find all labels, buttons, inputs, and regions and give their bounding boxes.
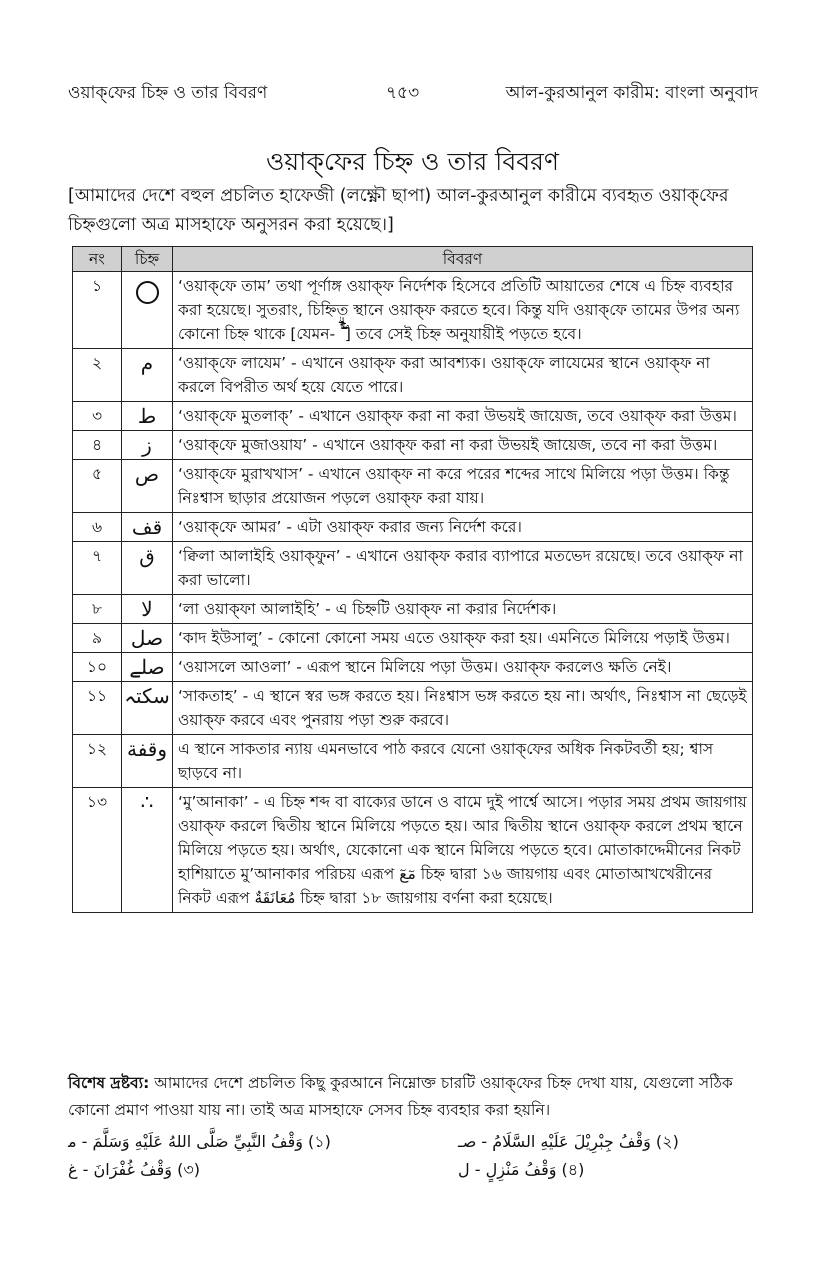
row-number: ৫ <box>73 460 122 513</box>
table-row <box>73 431 753 460</box>
unused-marks-list <box>68 1125 758 1185</box>
table-row <box>73 788 753 913</box>
row-number: ১০ <box>73 653 122 682</box>
special-note <box>68 1070 758 1124</box>
table-row <box>73 735 753 788</box>
table-row <box>73 402 753 431</box>
row-description: ‘সাকতাহ’ - এ স্থানে স্বর ভঙ্গ করতে হয়। নিঃশ্বাস ভঙ্গ করতে হয় না। অর্থাৎ, নিঃশ্বাস না ছেড়েই ওয়াক্‌ফ করবে এবং পুনরায় পড়া শুরু করবে। <box>173 682 753 735</box>
row-number: ৯ <box>73 624 122 653</box>
row-number: ৮ <box>73 595 122 624</box>
unused-mark-1: (১) وَقْفُ النَّبِيِّ صَلَّى اللهُ عَلَيْهِ وَسَلَّمَ - ﻣ <box>68 1132 331 1151</box>
row-description: ‘লা ওয়াক্‌ফা আলাইহি’ - এ চিহ্নটি ওয়াক্‌ফ না করার নির্দেশক। <box>173 595 753 624</box>
row-mark: ق <box>122 542 173 595</box>
unused-mark-3: (৩) وَقْفُ غُفْرَانَ - غ <box>68 1160 200 1179</box>
row-number: ১২ <box>73 735 122 788</box>
row-mark: صلے <box>122 653 173 682</box>
header-number: নং <box>73 247 122 272</box>
table-header-row <box>73 247 753 272</box>
row-number: ৭ <box>73 542 122 595</box>
row-number: ১ <box>73 272 122 349</box>
row-description: ‘ওয়াক্‌ফে মুজাওয়ায’ - এখানে ওয়াক্‌ফ করা না করা উভয়ই জায়েজ, তবে না করা উত্তম। <box>173 431 753 460</box>
row-number: ১৩ <box>73 788 122 913</box>
row-description: ‘ওয়াক্‌ফে তাম’ তথা পূর্ণাঙ্গ ওয়াক্‌ফ নির্দেশক হিসেবে প্রতিটি আয়াতের শেষে এ চিহ্ন ব্যবহার করা হয়েছে। সুতরাং, চিহ্নিত স্থানে ওয়াক্‌ফ করতে হবে। কিন্তু যদি ওয়াক্‌ফে তামের উপর অন্য কোনো চিহ্ন থাকে [যেমন- ] তবে সেই চিহ্ন অনুযায়ীই পড়তে হবে। <box>173 272 753 349</box>
row-mark: وقفة <box>122 735 173 788</box>
table-row <box>73 460 753 513</box>
row-mark: م <box>122 349 173 402</box>
row-description: ‘ওয়াক্‌ফে মুরাখখাস’ - এখানে ওয়াক্‌ফ না করে পরের শব্দের সাথে মিলিয়ে পড়া উত্তম। কিন্তু নিঃশ্বাস ছাড়ার প্রয়োজন পড়লে ওয়াক্‌ফ করা যায়। <box>173 460 753 513</box>
table-row <box>73 595 753 624</box>
unused-mark-2: (২) وَقْفُ جِبْرِيْلَ عَلَيْهِ السَّلَامُ - صـ <box>458 1132 679 1151</box>
page-number: ৭৫৩ <box>386 83 420 103</box>
row-number: ৬ <box>73 513 122 542</box>
table-row <box>73 272 753 349</box>
note-label: বিশেষ দ্রষ্টব্য: <box>68 1074 150 1092</box>
row-mark: ط <box>122 402 173 431</box>
row-mark: ص <box>122 460 173 513</box>
row-mark: ز <box>122 431 173 460</box>
row-mark: قف <box>122 513 173 542</box>
row-number: ৩ <box>73 402 122 431</box>
table-row <box>73 624 753 653</box>
row-description: ‘কাদ ইউসালু’ - কোনো কোনো সময় এতে ওয়াক্‌ফ করা হয়। এমনিতে মিলিয়ে পড়াই উত্তম। <box>173 624 753 653</box>
row-description: ‘মু’আনাকা’ - এ চিহ্ন শব্দ বা বাক্যের ডানে ও বামে দুই পার্শ্বে আসে। পড়ার সময় প্রথম জায়গায় ওয়াক্‌ফ করলে দ্বিতীয় স্থানে মিলিয়ে পড়তে হয়। আর দ্বিতীয় স্থানে ওয়াক্‌ফ করলে প্রথম স্থানে মিলিয়ে পড়তে হয়। অর্থাৎ, যেকোনো এক স্থানে মিলিয়ে পড়তে হবে। মোতাকাদ্দেমীনের নিকট হাশিয়াতে মু’আনাকার পরিচয় এরূপ مٓعٓ চিহ্ন দ্বারা ১৬ জায়গায় এবং মোতাআখখেরীনের নিকট এরূপ مُعَانَقَةٌ চিহ্ন দ্বারা ১৮ জায়গায় বর্ণনা করা হয়েছে। <box>173 788 753 913</box>
table-row <box>73 542 753 595</box>
row-mark: صل <box>122 624 173 653</box>
row-description: ‘ওয়াক্‌ফে লাযেম’ - এখানে ওয়াক্‌ফ করা আবশ্যক। ওয়াক্‌ফে লাযেমের স্থানে ওয়াক্‌ফ না করলে বিপরীত অর্থ হয়ে যেতে পারে। <box>173 349 753 402</box>
header-sign: চিহ্ন <box>122 247 173 272</box>
table-row <box>73 682 753 735</box>
row-number: ১১ <box>73 682 122 735</box>
row-description: ‘ক্বিলা আলাইহি ওয়াক্‌ফুন’ - এখানে ওয়াক্‌ফ করার ব্যাপারে মতভেদ রয়েছে। তবে ওয়াক্‌ফ না করা ভালো। <box>173 542 753 595</box>
page-header <box>68 80 758 110</box>
note-text: আমাদের দেশে প্রচলিত কিছু কুরআনে নিম্নোক্ত চারটি ওয়াক্‌ফের চিহ্ন দেখা যায়, যেগুলো সঠিক কোনো প্রমাণ পাওয়া যায় না। তাই অত্র মাসহাফে সেসব চিহ্ন ব্যবহার করা হয়নি। <box>68 1074 733 1119</box>
row-mark: سكتہ <box>122 682 173 735</box>
header-right-title: আল-কুরআনুল কারীম: বাংলা অনুবাদ <box>505 83 758 103</box>
row-description: ‘ওয়াক্‌ফে মুতলাক্‌’ - এখানে ওয়াক্‌ফ করা না করা উভয়ই জায়েজ, তবে ওয়াক্‌ফ করা উত্তম। <box>173 402 753 431</box>
row-number: ২ <box>73 349 122 402</box>
header-left-title: ওয়াক্‌ফের চিহ্ন ও তার বিবরণ <box>68 83 268 103</box>
intro-paragraph: [আমাদের দেশে বহুল প্রচলিত হাফেজী (লক্ষ্ণৌ ছাপা) আল-কুরআনুল কারীমে ব্যবহৃত ওয়াক্‌ফের চিহ্নগুলো অত্র মাসহাফে অনুসরন করা হয়েছে।] <box>68 186 729 235</box>
row-description: এ স্থানে সাকতার ন্যায় এমনভাবে পাঠ করবে যেনো ওয়াক্‌ফের অধিক নিকটবর্তী হয়; শ্বাস ছাড়বে না। <box>173 735 753 788</box>
row-number: ৪ <box>73 431 122 460</box>
table-row <box>73 653 753 682</box>
header-description: বিবরণ <box>173 247 753 272</box>
waqf-signs-table <box>72 246 753 913</box>
table-row <box>73 349 753 402</box>
waqf-tam-circle-icon <box>122 272 173 349</box>
three-dots-icon: ∴ <box>122 788 173 913</box>
row-description: ‘ওয়াক্‌ফে আমর’ - এটা ওয়াক্‌ফ করার জন্য নির্দেশ করে। <box>173 513 753 542</box>
unused-mark-4: (৪) وَقْفُ مَنْزِلٍ - ل <box>458 1160 585 1179</box>
table-row <box>73 513 753 542</box>
row-description: ‘ওয়াসলে আওলা’ - এরূপ স্থানে মিলিয়ে পড়া উত্তম। ওয়াক্‌ফ করলেও ক্ষতি নেই। <box>173 653 753 682</box>
page-title: ওয়াক্‌ফের চিহ্ন ও তার বিবরণ <box>265 147 560 176</box>
row-mark: لا <box>122 595 173 624</box>
